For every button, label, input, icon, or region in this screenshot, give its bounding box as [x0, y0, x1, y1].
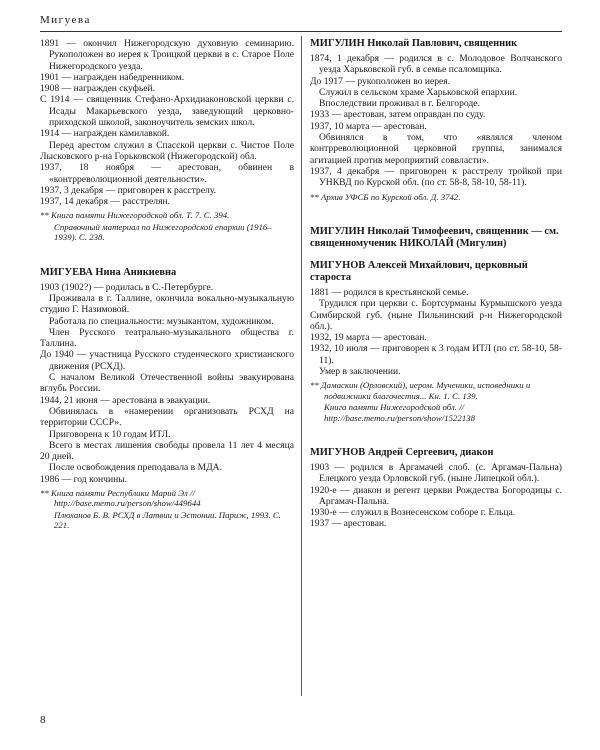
entry-continued: [40, 38, 294, 243]
entry-line: 1933 — арестован, затем оправдан по суду.: [310, 109, 486, 121]
entry-paragraph: Перед арестом служил в Спасской церкви с. Чистое Поле Лысковского р-на Горьковской (Нижегородской) обл.: [40, 139, 294, 162]
entry-line: 1937, 14 декабря — расстрелян.: [40, 196, 171, 208]
source-note: Плюханов Б. В. РСХД в Латвии и Эстонии. Париж, 1993. С. 221.: [54, 509, 281, 531]
entry-title: МИГУЛИН Николай Тимофеевич, священник — см. священномученик НИКОЛАЙ (Мигулин): [310, 225, 559, 249]
entry-migulin-np: [310, 38, 562, 202]
source-note: ** Дамаскин (Орловский), иером. Мученики, исповедники и подвижники благочестия... Кн. 1. С. 139.: [310, 380, 531, 401]
entry-migunov-as: [310, 447, 562, 530]
entry-line: 1903 — родился в Аргамачей слоб. (с. Аргамач-Пальна) Елецкого уезда Орловской губ. (ныне Липецкой обл.).: [310, 461, 562, 485]
entry-paragraph: Впоследствии проживал в г. Белгороде.: [319, 98, 480, 110]
entry-line: 1930-е — служил в Вознесенском соборе г. Ельца.: [310, 507, 516, 519]
entry-line: 1986 — год кончины.: [40, 473, 128, 485]
entry-line: 1937, 10 марта — арестован.: [310, 120, 427, 132]
entry-title: МИГУЛИН Николай Павлович, священник: [310, 38, 518, 49]
entry-line: 1881 — родился в крестьянской семье.: [310, 286, 469, 298]
source-note: ** Книга памяти Нижегородской обл. Т. 7. С. 394.: [40, 210, 230, 221]
entry-line: До 1917 — рукоположен во иерея.: [310, 75, 451, 87]
entry-paragraph: Работала по специальности: музыкантом, художником.: [49, 315, 274, 327]
entry-paragraph: С началом Великой Отечественной войны эвакуирована вглубь России.: [40, 372, 294, 395]
column-divider: [301, 36, 302, 696]
page-number: 8: [40, 714, 46, 726]
entry-paragraph: Обвинялся в том, что «являлся членом контрреволюционной церковной группы, занимался агитацией против мероприятий соввласти».: [310, 132, 562, 166]
entry-migueva: [40, 267, 294, 531]
left-column: [40, 38, 294, 541]
entry-line: 1903 (1902?) — родилась в С.-Петербурге.: [40, 281, 214, 293]
entry-line: 1901 — награжден набедренником.: [40, 71, 185, 83]
entry-line: 1937 — арестован.: [310, 518, 387, 530]
entry-title: МИГУЕВА Нина Аникиевна: [40, 266, 177, 278]
source-note: ** Архив УФСБ по Курской обл. Д. 3742.: [310, 191, 461, 202]
header-rule: [40, 31, 562, 32]
entry-paragraph: После освобождения преподавала в МДА.: [49, 462, 223, 474]
entry-migulin-nt: [310, 226, 562, 250]
entry-migunov-am: [310, 260, 562, 423]
entry-paragraph: Всего в местах лишения свободы провела 11 лет 4 месяца 20 дней.: [40, 439, 294, 463]
entry-paragraph: Член Русского театрально-музыкального общества г. Таллина.: [40, 326, 294, 350]
entry-line: 1932, 10 июля — приговорен к 3 годам ИТЛ (по ст. 58-10, 58-11).: [310, 343, 562, 366]
entry-line: 1920-е — диакон и регент церкви Рождества Богородицы с. Аргамач-Пальна.: [310, 484, 562, 507]
entry-title: МИГУНОВ Андрей Сергеевич, диакон: [310, 446, 494, 458]
entry-paragraph: Проживала в г. Таллине, окончила вокально-музыкальную студию Г. Назимовой.: [40, 292, 294, 316]
right-column: [310, 38, 562, 540]
entry-line: 1874, 1 декабря — родился в с. Молодовое Волчанского уезда Харьковской губ. в семье псаломщика.: [310, 53, 562, 76]
source-note: Книга памяти Нижегородской обл. // http://base.memo.ru/person/show/1522138: [324, 402, 476, 423]
entry-line: С 1914 — священник Стефано-Архидиаконовской церкви с. Исады Макарьевского уезда, заведующий церковно-приходской школой, законоучитель земских школ.: [40, 94, 294, 129]
entry-title: МИГУНОВ Алексей Михайлович, церковный староста: [310, 259, 528, 283]
source-note: ** Книга памяти Республики Марий Эл // http://base.memo.ru/person/show/449644: [40, 488, 201, 509]
entry-paragraph: Обвинялась в «намерении организовать РСХД на территории СССР».: [40, 405, 294, 429]
entry-paragraph: Служил в сельском храме Харьковской епархии.: [319, 86, 518, 98]
entry-line: До 1940 — участница Русского студенческого христианского движения (РСХД).: [40, 349, 294, 372]
source-note: Справочный материал по Нижегородской епархии (1916–1939). С. 238.: [54, 221, 272, 243]
entry-line: 1944, 21 июня — арестована в эвакуации.: [40, 394, 211, 406]
entry-paragraph: Трудился при церкви с. Бортсурманы Курмышского уезда Симбирской губ. (ныне Пильнинский р-н Нижегородской обл.).: [310, 298, 562, 332]
running-head: Мигуева: [40, 14, 91, 26]
entry-line: 1908 — награжден скуфьей.: [40, 83, 155, 95]
entry-line: 1891 — окончил Нижегородскую духовную семинарию. Рукоположен во иерея к Троицкой церкви в с. Старое Поле Нижегородского уезда.: [40, 38, 294, 72]
entry-paragraph: Приговорена к 10 годам ИТЛ.: [49, 428, 171, 440]
entry-paragraph: Умер в заключении.: [319, 366, 401, 378]
entry-line: 1932, 19 марта — арестован.: [310, 332, 427, 344]
entry-line: 1937, 3 декабря — приговорен к расстрелу.: [40, 184, 216, 196]
entry-line: 1937, 18 ноября — арестован, обвинен в «контрреволюционной деятельности».: [40, 162, 294, 185]
entry-line: 1937, 4 декабря — приговорен к расстрелу тройкой при УНКВД по Курской обл. (по ст. 58-8, 58-10, 58-11).: [310, 165, 562, 189]
entry-line: 1914 — награжден камилавкой.: [40, 128, 170, 140]
